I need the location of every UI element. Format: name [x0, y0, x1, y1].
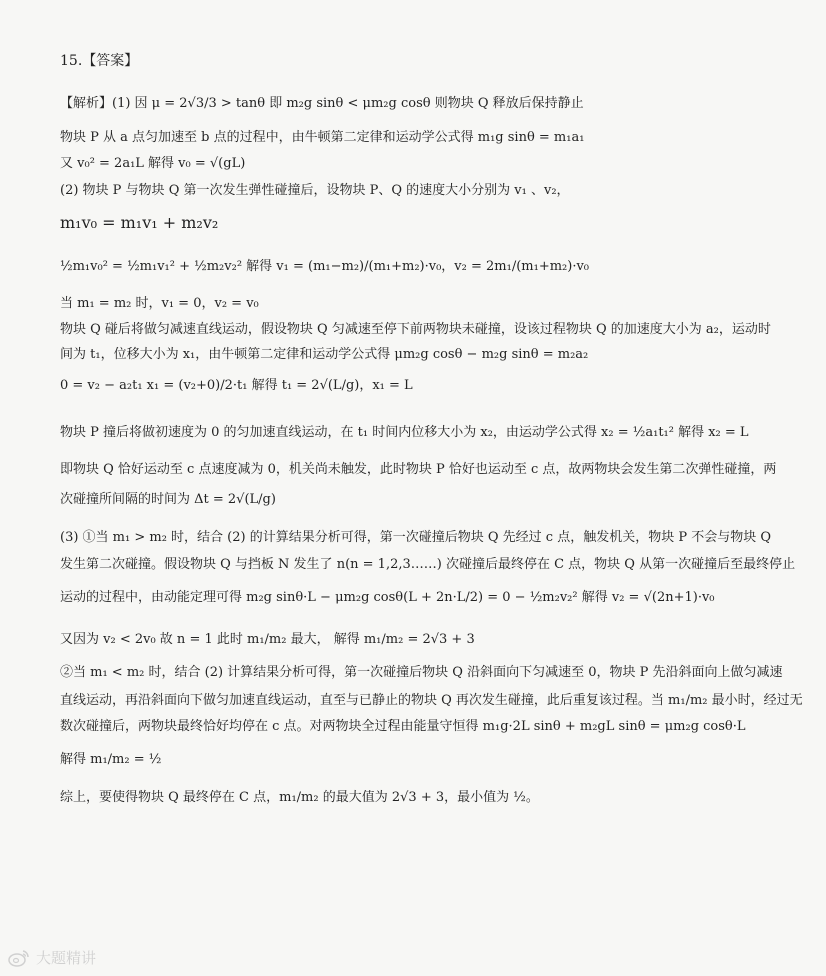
solution-line-5: m₁v₀ = m₁v₁ + m₂v₂ — [60, 213, 219, 232]
solution-line-11: 物块 P 撞后将做初速度为 0 的匀加速直线运动，在 t₁ 时间内位移大小为 x₂，由运动学公式得 x₂ = ½a₁t₁² 解得 x₂ = L — [60, 425, 749, 440]
solution-line-3: 又 v₀² = 2a₁L 解得 v₀ = √(gL) — [60, 156, 246, 171]
solution-line-19: 直线运动，再沿斜面向下做匀加速直线运动，直至与已静止的物块 Q 再次发生碰撞，此后重复该过程。当 m₁/m₂ 最小时，经过无 — [60, 693, 803, 708]
solution-line-6: ½m₁v₀² = ½m₁v₁² + ½m₂v₂² 解得 v₁ = (m₁−m₂)/(m₁+m₂)·v₀，v₂ = 2m₁/(m₁+m₂)·v₀ — [60, 259, 590, 274]
solution-line-18: ②当 m₁ < m₂ 时，结合 (2) 计算结果分析可得，第一次碰撞后物块 Q 沿斜面向下匀减速至 0，物块 P 先沿斜面向上做匀减速 — [60, 665, 783, 680]
solution-line-13: 次碰撞所间隔的时间为 Δt = 2√(L/g) — [60, 492, 276, 507]
solution-line-15: 发生第二次碰撞。假设物块 Q 与挡板 N 发生了 n(n = 1,2,3……) 次碰撞后最终停在 C 点，物块 Q 从第一次碰撞后至最终停止 — [60, 557, 796, 572]
solution-line-20: 数次碰撞后，两物块最终恰好均停在 c 点。对两物块全过程由能量守恒得 m₁g·2L sinθ + m₂gL sinθ = μm₂g cosθ·L — [60, 719, 746, 734]
weibo-logo-icon — [8, 949, 30, 967]
watermark-text: 大题精讲 — [36, 949, 97, 967]
solution-line-2: 物块 P 从 a 点匀加速至 b 点的过程中，由牛顿第二定律和运动学公式得 m₁g sinθ = m₁a₁ — [60, 130, 585, 145]
solution-line-22: 综上，要使得物块 Q 最终停在 C 点，m₁/m₂ 的最大值为 2√3 + 3，最小值为 ½。 — [60, 790, 539, 805]
solution-line-9: 间为 t₁，位移大小为 x₁，由牛顿第二定律和运动学公式得 μm₂g cosθ − m₂g sinθ = m₂a₂ — [60, 347, 589, 362]
solution-line-1: 【解析】(1) 因 μ = 2√3/3 > tanθ 即 m₂g sinθ < μm₂g cosθ 则物块 Q 释放后保持静止 — [60, 96, 584, 111]
solution-line-14: (3) ①当 m₁ > m₂ 时，结合 (2) 的计算结果分析可得，第一次碰撞后物块 Q 先经过 c 点，触发机关，物块 P 不会与物块 Q — [60, 530, 771, 545]
solution-line-12: 即物块 Q 恰好运动至 c 点速度减为 0，机关尚未触发，此时物块 P 恰好也运动至 c 点，故两物块会发生第二次弹性碰撞，两 — [60, 462, 777, 477]
solution-line-16: 运动的过程中，由动能定理可得 m₂g sinθ·L − μm₂g cosθ(L + 2n·L/2) = 0 − ½m₂v₂² 解得 v₂ = √(2n+1)·v₀ — [60, 590, 715, 605]
answer-title: 15.【答案】 — [60, 53, 139, 69]
solution-line-4: (2) 物块 P 与物块 Q 第一次发生弹性碰撞后，设物块 P、Q 的速度大小分别为 v₁ 、v₂， — [60, 183, 570, 198]
watermark — [8, 947, 96, 968]
solution-line-7: 当 m₁ = m₂ 时，v₁ = 0，v₂ = v₀ — [60, 296, 259, 311]
solution-line-17: 又因为 v₂ < 2v₀ 故 n = 1 此时 m₁/m₂ 最大， 解得 m₁/m₂ = 2√3 + 3 — [60, 632, 475, 647]
solution-line-10: 0 = v₂ − a₂t₁ x₁ = (v₂+0)/2·t₁ 解得 t₁ = 2√(L/g)，x₁ = L — [60, 378, 413, 393]
solution-line-8: 物块 Q 碰后将做匀减速直线运动，假设物块 Q 匀减速至停下前两物块未碰撞，设该过程物块 Q 的加速度大小为 a₂，运动时 — [60, 322, 771, 337]
solution-line-21: 解得 m₁/m₂ = ½ — [60, 752, 162, 767]
